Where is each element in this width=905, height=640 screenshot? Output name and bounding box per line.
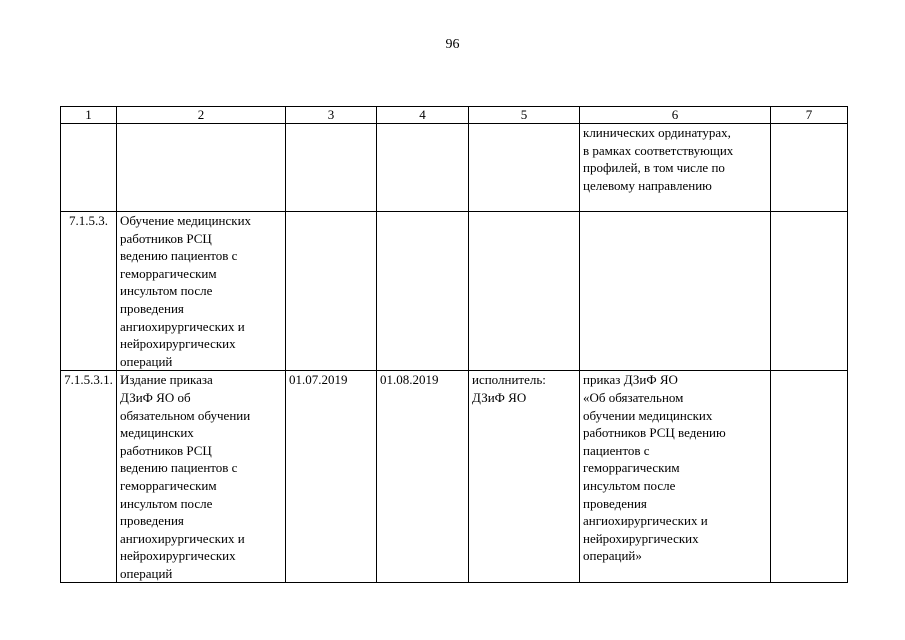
executor-cell xyxy=(469,124,580,212)
item-number-cell xyxy=(61,124,117,212)
executor-cell xyxy=(469,212,580,371)
start-date-cell: 01.07.2019 xyxy=(286,371,377,583)
event-cell: Издание приказа ДЗиФ ЯО об обязательном обучении медицинских работников РСЦ ведению пациентов с геморрагическим инсультом после проведения ангиохирургических и нейрохирургических операций xyxy=(117,371,286,583)
note-cell xyxy=(771,371,848,583)
event-cell xyxy=(117,124,286,212)
end-date-cell xyxy=(377,124,469,212)
page-number: 96 xyxy=(445,37,460,52)
item-number-cell: 7.1.5.3.1. xyxy=(61,371,117,583)
table-row xyxy=(61,124,848,212)
header-cell: 1 xyxy=(61,107,117,124)
header-cell: 6 xyxy=(580,107,771,124)
result-cell: приказ ДЗиФ ЯО «Об обязательном обучении медицинских работников РСЦ ведению пациентов с геморрагическим инсультом после проведения ангиохирургических и нейрохирургических операций» xyxy=(580,371,771,583)
result-cell: клинических ординатурах, в рамках соответствующих профилей, в том числе по целевому направлению xyxy=(580,124,771,212)
header-cell: 2 xyxy=(117,107,286,124)
table-row xyxy=(61,212,848,371)
plan-table xyxy=(60,106,848,583)
table-header-row xyxy=(61,107,848,124)
header-cell: 5 xyxy=(469,107,580,124)
start-date-cell xyxy=(286,124,377,212)
end-date-cell: 01.08.2019 xyxy=(377,371,469,583)
table-row xyxy=(61,371,848,583)
header-cell: 3 xyxy=(286,107,377,124)
event-cell: Обучение медицинских работников РСЦ ведению пациентов с геморрагическим инсультом после проведения ангиохирургических и нейрохирургических операций xyxy=(117,212,286,371)
note-cell xyxy=(771,124,848,212)
header-cell: 7 xyxy=(771,107,848,124)
executor-cell: исполнитель: ДЗиФ ЯО xyxy=(469,371,580,583)
item-number-cell: 7.1.5.3. xyxy=(61,212,117,371)
start-date-cell xyxy=(286,212,377,371)
result-cell xyxy=(580,212,771,371)
end-date-cell xyxy=(377,212,469,371)
header-cell: 4 xyxy=(377,107,469,124)
note-cell xyxy=(771,212,848,371)
